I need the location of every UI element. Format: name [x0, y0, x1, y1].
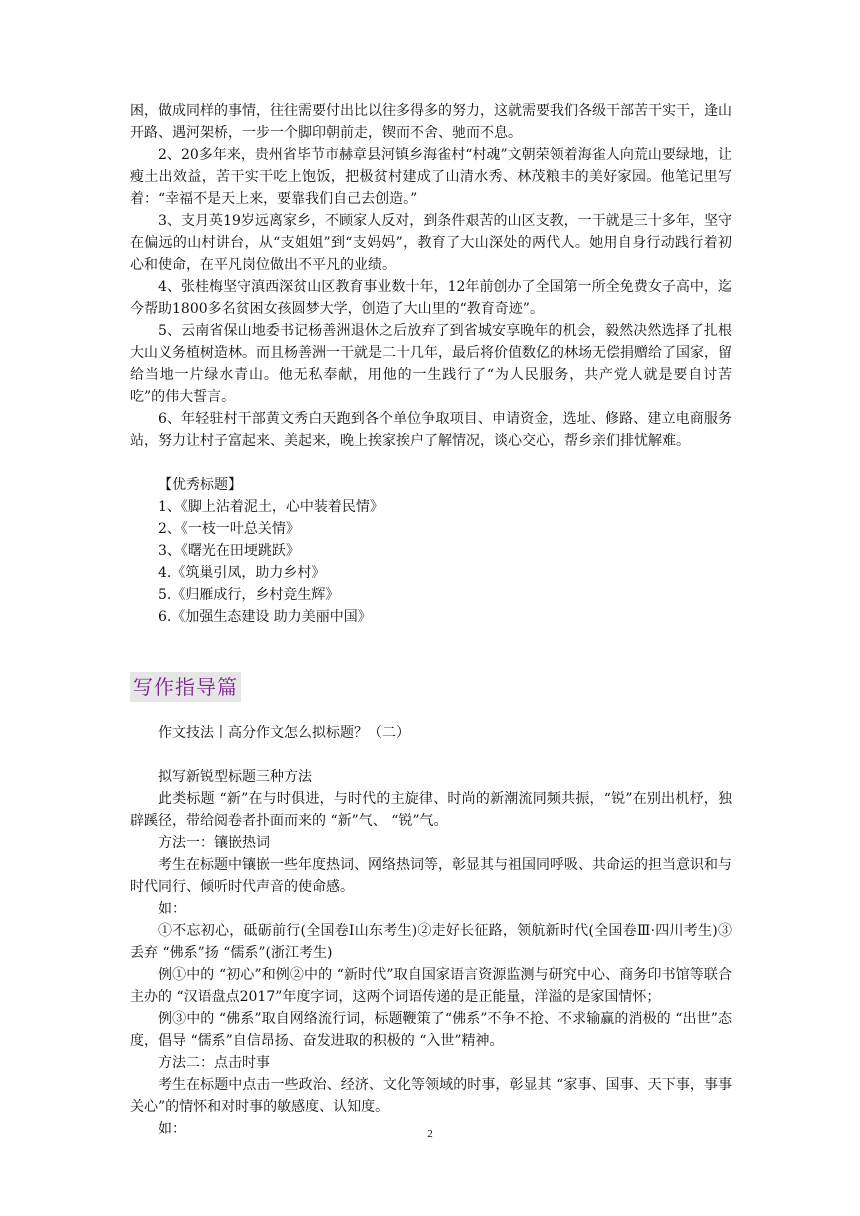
- paragraph: 例①中的 “初心”和例②中的 “新时代”取自国家语言资源监测与研究中心、商务印书馆等联合主办的 “汉语盘点2017”年度字词，这两个词语传递的是正能量，洋溢的是家国情怀；: [130, 967, 732, 1005]
- paragraph: 3、支月英19岁远离家乡，不顾家人反对，到条件艰苦的山区支教，一干就是三十多年，坚守在偏远的山村讲台，从“支姐姐”到“支妈妈”，教育了大山深处的两代人。她用自身行动践行着初心和使命，在平凡岗位做出不平凡的业绩。: [130, 213, 732, 273]
- method-heading: 方法一：镶嵌热词: [158, 835, 270, 851]
- excellent-titles-heading: 【优秀标题】: [158, 477, 242, 493]
- paragraph: 2、20多年来，贵州省毕节市赫章县河镇乡海雀村“村魂”文朝荣领着海雀人向荒山要绿地，让瘦土出效益，苦干实干吃上饱饭，把极贫村建成了山清水秀、林茂粮丰的美好家园。他笔记里写着：“幸福不是天上来，要靠我们自己去创造。”: [130, 147, 732, 207]
- method-heading: 方法二：点击时事: [158, 1055, 270, 1071]
- paragraph: 考生在标题中点击一些政治、经济、文化等领域的时事，彰显其 “家事、国事、天下事，事事关心”的情怀和对时事的敏感度、认知度。: [130, 1077, 732, 1115]
- paragraph: ①不忘初心，砥砺前行(全国卷Ⅰ山东考生)②走好长征路，领航新时代(全国卷Ⅲ·四川考生)③丢弃 “佛系”扬 “儒系”(浙江考生): [130, 923, 732, 961]
- paragraph: 6、年轻驻村干部黄文秀白天跑到各个单位争取项目、申请资金，选址、修路、建立电商服务站，努力让村子富起来、美起来，晚上挨家挨户了解情况，谈心交心，帮乡亲们排忧解难。: [130, 411, 732, 449]
- page-content: [130, 100, 732, 1140]
- article-title: 作文技法丨高分作文怎么拟标题？（二）: [158, 725, 410, 741]
- title-list-item: 4.《筑巢引凤，助力乡村》: [158, 565, 326, 581]
- paragraph: 如：: [158, 901, 186, 917]
- title-list-item: 2、《一枝一叶总关情》: [158, 521, 300, 537]
- paragraph: 考生在标题中镶嵌一些年度热词、网络热词等，彰显其与祖国同呼吸、共命运的担当意识和与时代同行、倾听时代声音的使命感。: [130, 857, 732, 895]
- title-list-item: 5.《归雁成行，乡村竞生辉》: [158, 587, 340, 603]
- paragraph: 5、云南省保山地委书记杨善洲退休之后放弃了到省城安享晚年的机会，毅然决然选择了扎根大山义务植树造林。而且杨善洲一干就是二十几年，最后将价值数亿的林场无偿捐赠给了国家，留给当地一片绿水青山。他无私奉献，用他的一生践行了“为人民服务，共产党人就是要自讨苦吃”的伟大誓言。: [130, 323, 732, 405]
- paragraph: 如：: [158, 1121, 186, 1137]
- paragraph: 此类标题 “新”在与时俱进，与时代的主旋律、时尚的新潮流同频共振，“锐”在别出机杼，独辟蹊径，带给阅卷者扑面而来的 “新”气、 “锐”气。: [130, 791, 732, 829]
- section-title-banner: [130, 672, 241, 702]
- page-number: 2: [427, 1128, 433, 1140]
- paragraph: 4、张桂梅坚守滇西深贫山区教育事业数十年，12年前创办了全国第一所全免费女子高中，迄今帮助1800多名贫困女孩圆梦大学，创造了大山里的“教育奇迹”。: [130, 279, 732, 317]
- subheading: 拟写新锐型标题三种方法: [158, 769, 312, 785]
- title-list-item: 6.《加强生态建设 助力美丽中国》: [158, 609, 372, 625]
- title-list-item: 3、《曙光在田埂跳跃》: [158, 543, 300, 559]
- title-list-item: 1、《脚上沾着泥土，心中装着民情》: [158, 499, 384, 515]
- paragraph: 困，做成同样的事情，往往需要付出比以往多得多的努力，这就需要我们各级干部苦干实干，逢山开路、遇河架桥，一步一个脚印朝前走，锲而不舍、驰而不息。: [130, 103, 732, 141]
- section-title: 写作指导篇: [133, 675, 238, 699]
- spacer: [130, 452, 732, 474]
- paragraph: 例③中的 “佛系”取自网络流行词，标题鞭策了“佛系”不争不抢、不求输赢的消极的 “出世”态度，倡导 “儒系”自信昂扬、奋发进取的积极的 “入世”精神。: [130, 1011, 732, 1049]
- spacer: [130, 744, 732, 766]
